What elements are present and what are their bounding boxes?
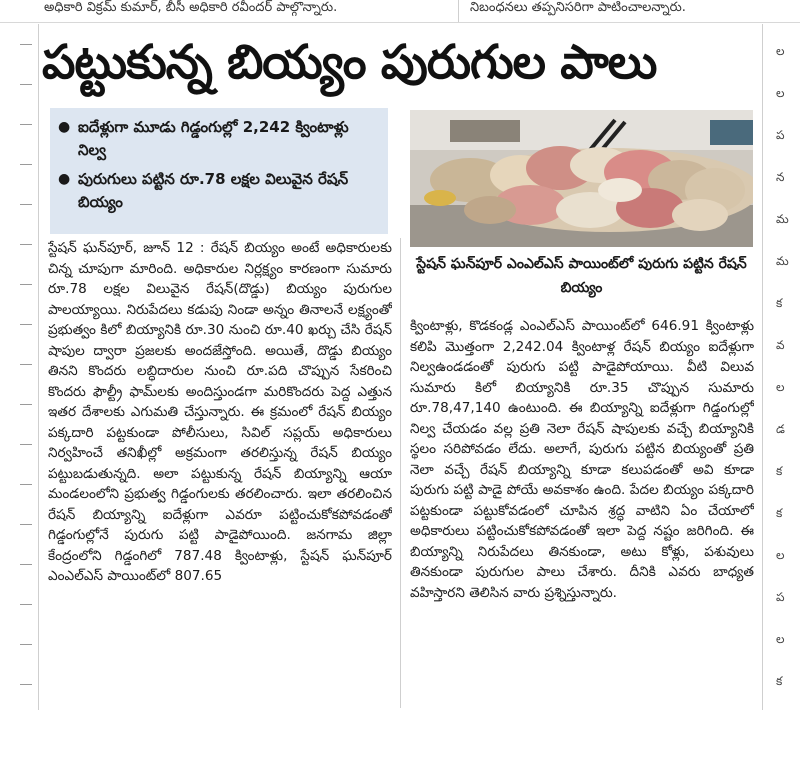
highlight-text: పురుగులు పట్టిన రూ.78 లక్షల విలువైన రేషన్ బియ్యం (78, 170, 349, 211)
highlights-box (50, 108, 388, 234)
edge-text-fragment (20, 364, 32, 365)
edge-glyph: న (776, 170, 785, 184)
edge-glyph: ల (776, 380, 785, 394)
bullet-icon: ● (58, 171, 71, 187)
edge-text-fragment (20, 84, 32, 85)
column-divider (762, 24, 763, 710)
edge-text-fragment (20, 324, 32, 325)
highlight-text: ఐదేళ్లుగా మూడు గిడ్డంగుల్లో 2,242 క్వింటాళ్లు నిల్వ (78, 118, 349, 159)
edge-glyph: డ (776, 422, 785, 436)
edge-text-fragment (20, 524, 32, 525)
column-divider (38, 24, 39, 710)
bullet-icon: ● (58, 119, 71, 135)
highlight-item (50, 168, 380, 214)
right-edge-column (770, 24, 800, 714)
edge-text-fragment (20, 444, 32, 445)
column-divider (400, 238, 401, 708)
edge-text-fragment (20, 404, 32, 405)
edge-glyph: ల (776, 86, 785, 100)
edge-glyph: క (776, 296, 783, 310)
edge-glyph: ల (776, 548, 785, 562)
top-strip (0, 0, 800, 23)
photo-caption: స్టేషన్ ఘన్‌పూర్ ఎంఎల్ఎస్ పాయింట్‌లో పురుగు పట్టిన రేషన్ బియ్యం (416, 256, 747, 296)
edge-glyph: వ (776, 338, 785, 352)
edge-glyph: ల (776, 632, 785, 646)
column-divider (458, 0, 459, 22)
edge-glyph: మ (776, 254, 789, 268)
left-edge-column (0, 24, 34, 714)
edge-text-fragment (20, 244, 32, 245)
rice-sacks-photo (410, 110, 753, 247)
article-body-column-left: స్టేషన్ ఘన్‌పూర్, జూన్ 12 : రేషన్ బియ్యం అంటే అధికారులకు చిన్న చూపుగా మారింది. అధికారుల నిర్లక్ష్యం కారణంగా సుమారు రూ.78 లక్షల విలువైన రేషన్(దొడ్డు) బియ్యం పురుగుల పాలయ్యాయి. నిరుపేదలు కడుపు నిండా అన్నం తినాలనే లక్ష్యంతో ప్రభుత్వం కిలో బియ్యానికి రూ.30 నుంచి రూ.40 ఖర్చు చేసి రేషన్ షాపుల ద్వారా ప్రజలకు అందజేస్తోంది. అయితే, దొడ్డు బియ్యం తినని కొందరు లబ్ధిదారుల నుంచి రూ.పది చొప్పున సేకరించి కొందరు ఫౌల్ట్రీ ఫామ్‌లకు అందిస్తుండగా మరికొందరు పెద్ద ఎత్తున ఇతర దేశాలకు ఎగుమతి చేస్తున్నారు. ఈ క్రమంలో రేషన్ బియ్యం పక్కదారి పట్టకుండా పోలీసులు, సివిల్ సప్లయ్ అధికారులు నిర్వహించే తనిఖీల్లో అక్రమంగా తరలిస్తున్న రేషన్ బియ్యం పట్టుబడుతున్నది. అలా పట్టుకున్న రేషన్ బియ్యాన్ని ఆయా మండలంలోని ప్రభుత్వ గిడ్డంగులకు తరలించారు. ఇలా తరలించిన రేషన్ బియ్యాన్ని ఐదేళ్లుగా ఎవరూ పట్టించుకోకపోవడంతో గిడ్డంగుల్లోనే పురుగు పట్టి పాడైపోయింది. జనగామ జిల్లా కేంద్రంలోని గిడ్డంగిలో 787.48 క్వింటాళ్లు, స్టేషన్ ఘన్‌పూర్ ఎంఎల్ఎస్ పాయింట్‌లో 807.65 (48, 240, 392, 584)
article-body-column-right: క్వింటాళ్లు, కొడకండ్ల ఎంఎల్ఎస్ పాయింట్‌లో 646.91 క్వింటాళ్లు కలిపి మొత్తంగా 2,242.04 క్వింటాళ్ల రేషన్ బియ్యం ఐదేళ్లుగా నిల్వఉండడంతో పురుగు పట్టి పాడైపోయాయి. వీటి విలువ సుమారు కిలో బియ్యానికి రూ.35 చొప్పున సుమారు రూ.78,47,140 ఉంటుంది. ఈ బియ్యాన్ని ఐదేళ్లుగా గిడ్డంగుల్లో నిల్వ చేయడం వల్ల ప్రతి నెలా రేషన్ షాపులకు వచ్చే బియ్యానికి స్థలం సరిపోవడం లేదు. అలాగే, పురుగు పట్టిన బియ్యంతో ప్రతి నెలా వచ్చే రేషన్ బియ్యాన్ని కూడా కలుపడంతో అవి కూడా పురుగు పట్టి పాడై పోయే అవకాశం ఉంది. పేదల బియ్యం పక్కదారి పట్టకుండా పట్టుకోవడంలో చూపిన శ్రద్ధ వాటిని ఏం చేయాలో అధికారులు పట్టించుకోకపోవడంతో ఇలా పెద్ద నష్టం జరిగింది. ఈ బియ్యాన్ని నిరుపేదలు తినకుండా, అటు కోళ్లు, పశువులు తినకుండా పురుగుల పాలు చేశారు. దీనికి ఎవరు బాధ్యత వహిస్తారని తెలిసిన వారు ప్రశ్నిస్తున్నారు. (410, 318, 754, 601)
highlight-item (50, 116, 380, 162)
previous-article-snippet-left: అధికారి విక్రమ్ కుమార్, బీసీ అధికారి రవీందర్ పాల్గొన్నారు. (44, 0, 338, 15)
edge-text-fragment (20, 204, 32, 205)
highlights-list (50, 116, 380, 214)
edge-text-fragment (20, 684, 32, 685)
edge-glyph: మ (776, 212, 789, 226)
edge-text-fragment (20, 564, 32, 565)
article-headline: పట్టుకున్న బియ్యం పురుగుల పాలు (42, 35, 657, 90)
edge-glyph: ప (776, 128, 785, 142)
edge-text-fragment (20, 124, 32, 125)
edge-text-fragment (20, 44, 32, 45)
edge-glyph: క (776, 506, 783, 520)
edge-text-fragment (20, 284, 32, 285)
edge-glyph: క (776, 674, 783, 688)
edge-glyph: క (776, 464, 783, 478)
edge-text-fragment (20, 164, 32, 165)
edge-glyph: ప (776, 590, 785, 604)
edge-text-fragment (20, 644, 32, 645)
edge-text-fragment (20, 604, 32, 605)
rice-sacks-illustration (410, 110, 753, 247)
edge-text-fragment (20, 484, 32, 485)
previous-article-snippet-right: నిబంధనలు తప్పనిసరిగా పాటించాలన్నారు. (470, 0, 686, 15)
edge-glyph: ల (776, 44, 785, 58)
